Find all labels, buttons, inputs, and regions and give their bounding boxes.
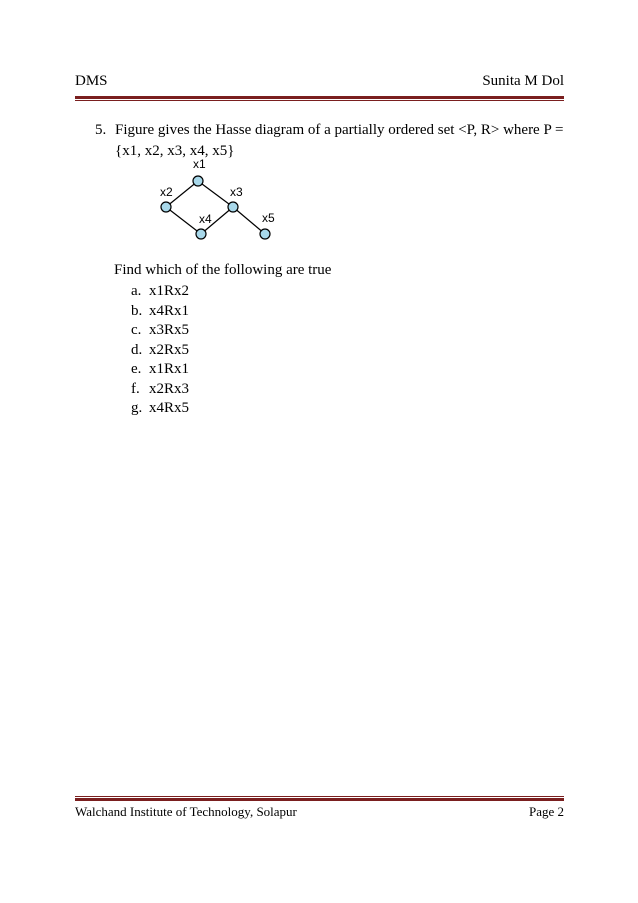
option-text: x2Rx3 (149, 380, 190, 397)
node-x3 (228, 202, 238, 212)
instruction-text: Find which of the following are true (114, 262, 332, 278)
label-x3: x3 (230, 185, 243, 199)
option-c (131, 321, 189, 341)
question-number: 5. (95, 122, 107, 138)
node-x1 (193, 176, 203, 186)
footer-institute: Walchand Institute of Technology, Solapur (75, 804, 297, 819)
option-f (131, 380, 189, 400)
option-text: x2Rx5 (149, 341, 190, 358)
node-x4 (196, 229, 206, 239)
label-x1: x1 (193, 157, 206, 171)
option-letter: b. (131, 302, 143, 319)
option-letter: g. (131, 400, 143, 416)
option-letter: f. (131, 380, 140, 397)
option-text: x4Rx1 (149, 302, 190, 319)
option-text: x4Rx5 (149, 400, 190, 416)
label-x5: x5 (262, 211, 275, 225)
footer-rule-thin (75, 796, 564, 797)
header-course: DMS (75, 73, 108, 89)
hasse-edges (166, 181, 265, 234)
option-letter: c. (131, 322, 142, 338)
option-text: x3Rx5 (149, 322, 190, 338)
node-x5 (260, 229, 270, 239)
page-number: Page 2 (528, 804, 564, 819)
option-b (131, 302, 189, 322)
option-letter: a. (131, 283, 142, 299)
option-d (131, 341, 189, 361)
hasse-nodes (161, 176, 270, 239)
edge-x2-x4 (166, 207, 201, 234)
footer-rule-thick (75, 798, 564, 801)
option-text: x1Rx2 (149, 283, 190, 299)
header-author: Sunita M Dol (482, 73, 564, 89)
option-text: x1Rx1 (149, 361, 190, 377)
label-x2: x2 (160, 185, 173, 199)
label-x4: x4 (199, 212, 212, 226)
option-letter: d. (131, 341, 143, 358)
option-g (131, 399, 189, 419)
edge-x1-x3 (198, 181, 233, 207)
question-line-2: {x1, x2, x3, x4, x5} (115, 143, 235, 159)
question-line-1: Figure gives the Hasse diagram of a partially ordered set <P, R> where P = (115, 122, 564, 138)
header-rule-thick (75, 96, 564, 99)
options-list (131, 282, 189, 419)
edge-x3-x5 (233, 207, 265, 234)
option-letter: e. (131, 361, 142, 377)
header-rule-thin (75, 100, 564, 101)
option-a (131, 282, 189, 302)
hasse-diagram (140, 150, 300, 250)
option-e (131, 360, 189, 380)
node-x2 (161, 202, 171, 212)
